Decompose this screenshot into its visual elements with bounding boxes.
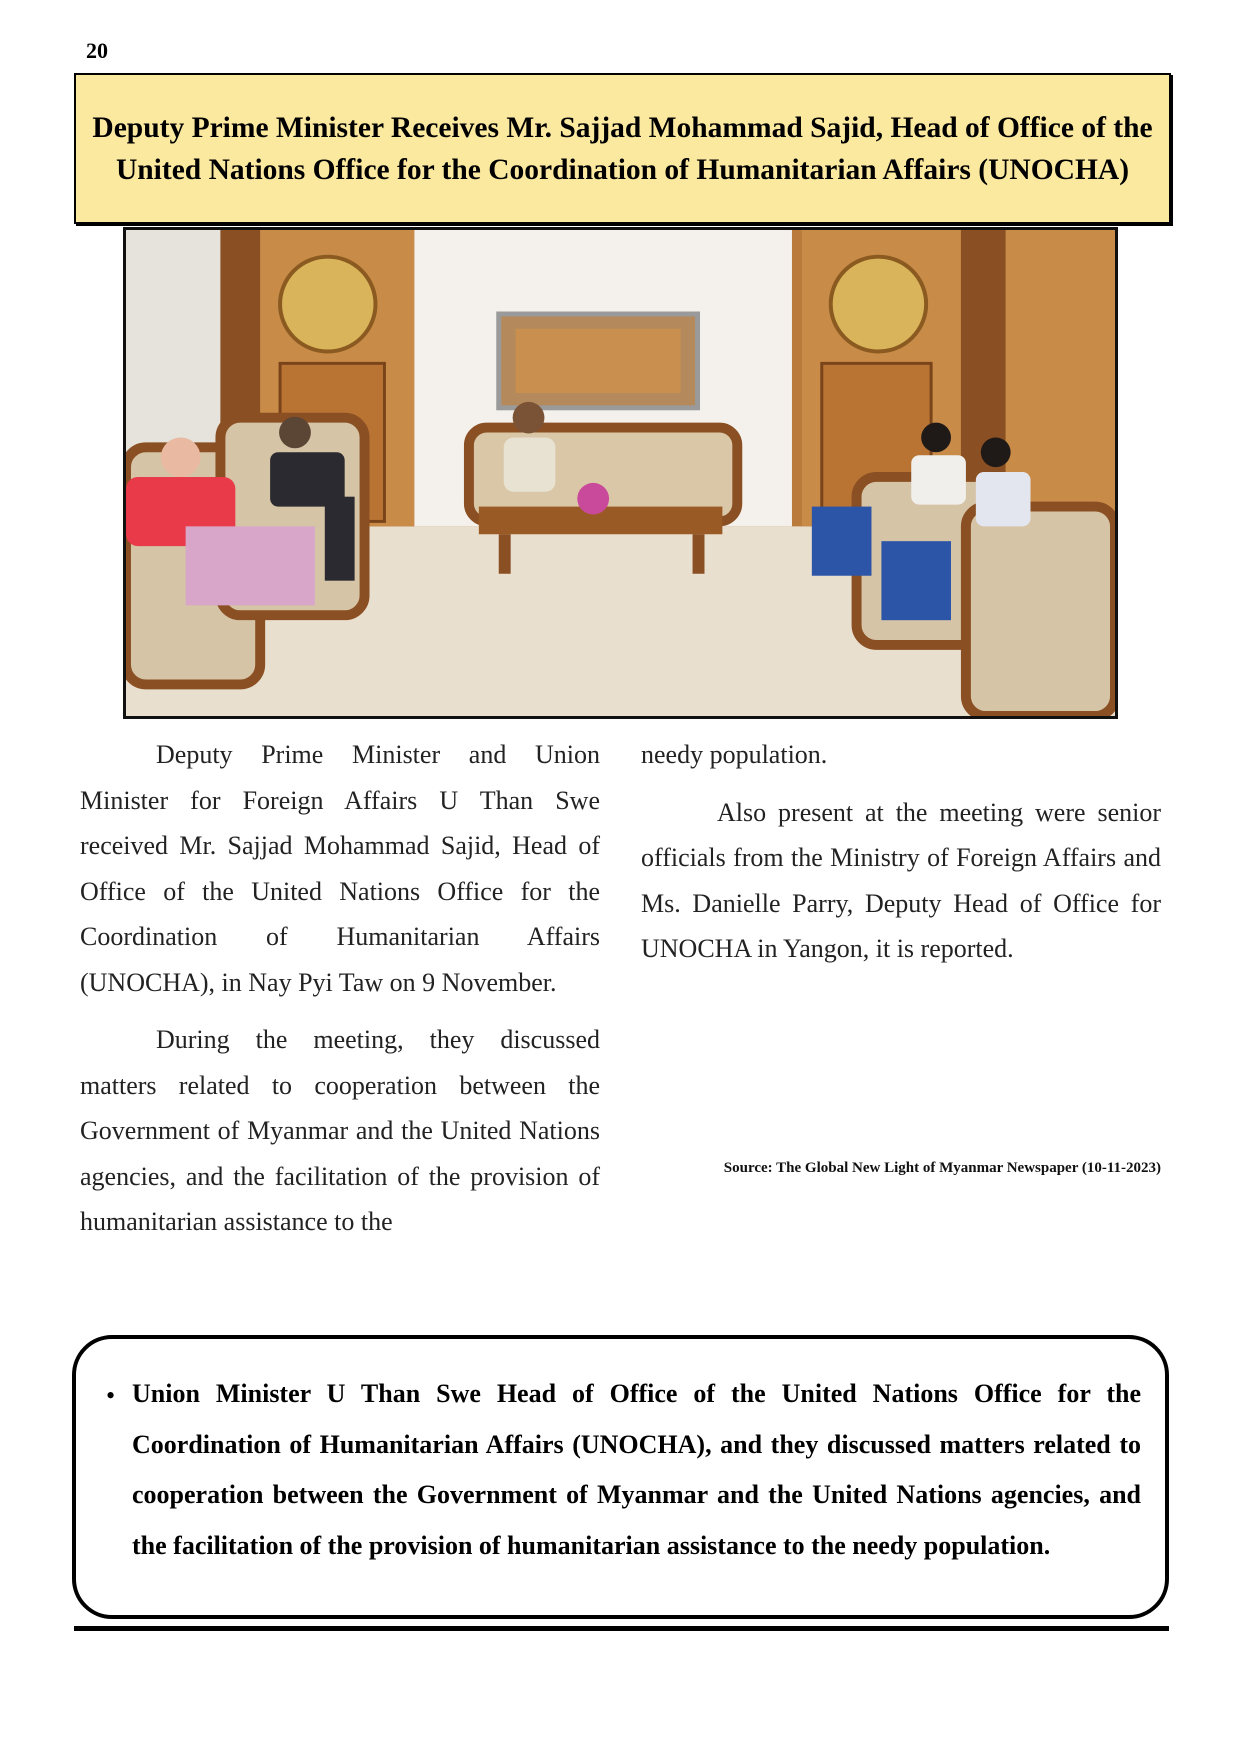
bottom-divider bbox=[74, 1626, 1169, 1631]
meeting-photo bbox=[123, 227, 1118, 719]
article-paragraph: During the meeting, they discussed matters related to cooperation between the Government of Myanmar and the United Nations agencies, and the facilitation of the provision of humanitarian assistance to the bbox=[80, 1025, 600, 1236]
source-citation: Source: The Global New Light of Myanmar Newspaper (10-11-2023) bbox=[723, 1160, 1161, 1176]
article-left-column bbox=[80, 732, 600, 1257]
article-paragraph: Also present at the meeting were senior officials from the Ministry of Foreign Affairs and Ms. Danielle Parry, Deputy Head of Office for UNOCHA in Yangon, it is reported. bbox=[641, 797, 1161, 963]
summary-box bbox=[72, 1335, 1169, 1619]
title-banner bbox=[74, 73, 1171, 224]
article-paragraph: Deputy Prime Minister and Union Minister for Foreign Affairs U Than Swe received Mr. Sajjad Mohammad Sajid, Head of Office of the United Nations Office for the Coordination of Humanitarian Affairs (UNOCHA), in Nay Pyi Taw on 9 November. bbox=[80, 740, 600, 997]
page-number: 20 bbox=[86, 38, 108, 63]
article-title: Deputy Prime Minister Receives Mr. Sajjad Mohammad Sajid, Head of Office of the United Nations Office for the Coordination of Humanitarian Affairs (UNOCHA) bbox=[92, 111, 1153, 186]
summary-text: Union Minister U Than Swe Head of Office of the United Nations Office for the Coordination of Humanitarian Affairs (UNOCHA), and they discussed matters related to cooperation between the Government of Myanmar and the United Nations agencies, and the facilitation of the provision of humanitarian assistance to the needy population. bbox=[132, 1379, 1141, 1560]
meeting-room-illustration bbox=[126, 230, 1115, 716]
article-right-column bbox=[641, 732, 1161, 984]
article-paragraph-continuation: needy population. bbox=[641, 740, 828, 769]
bullet-marker: • bbox=[106, 1381, 116, 1410]
